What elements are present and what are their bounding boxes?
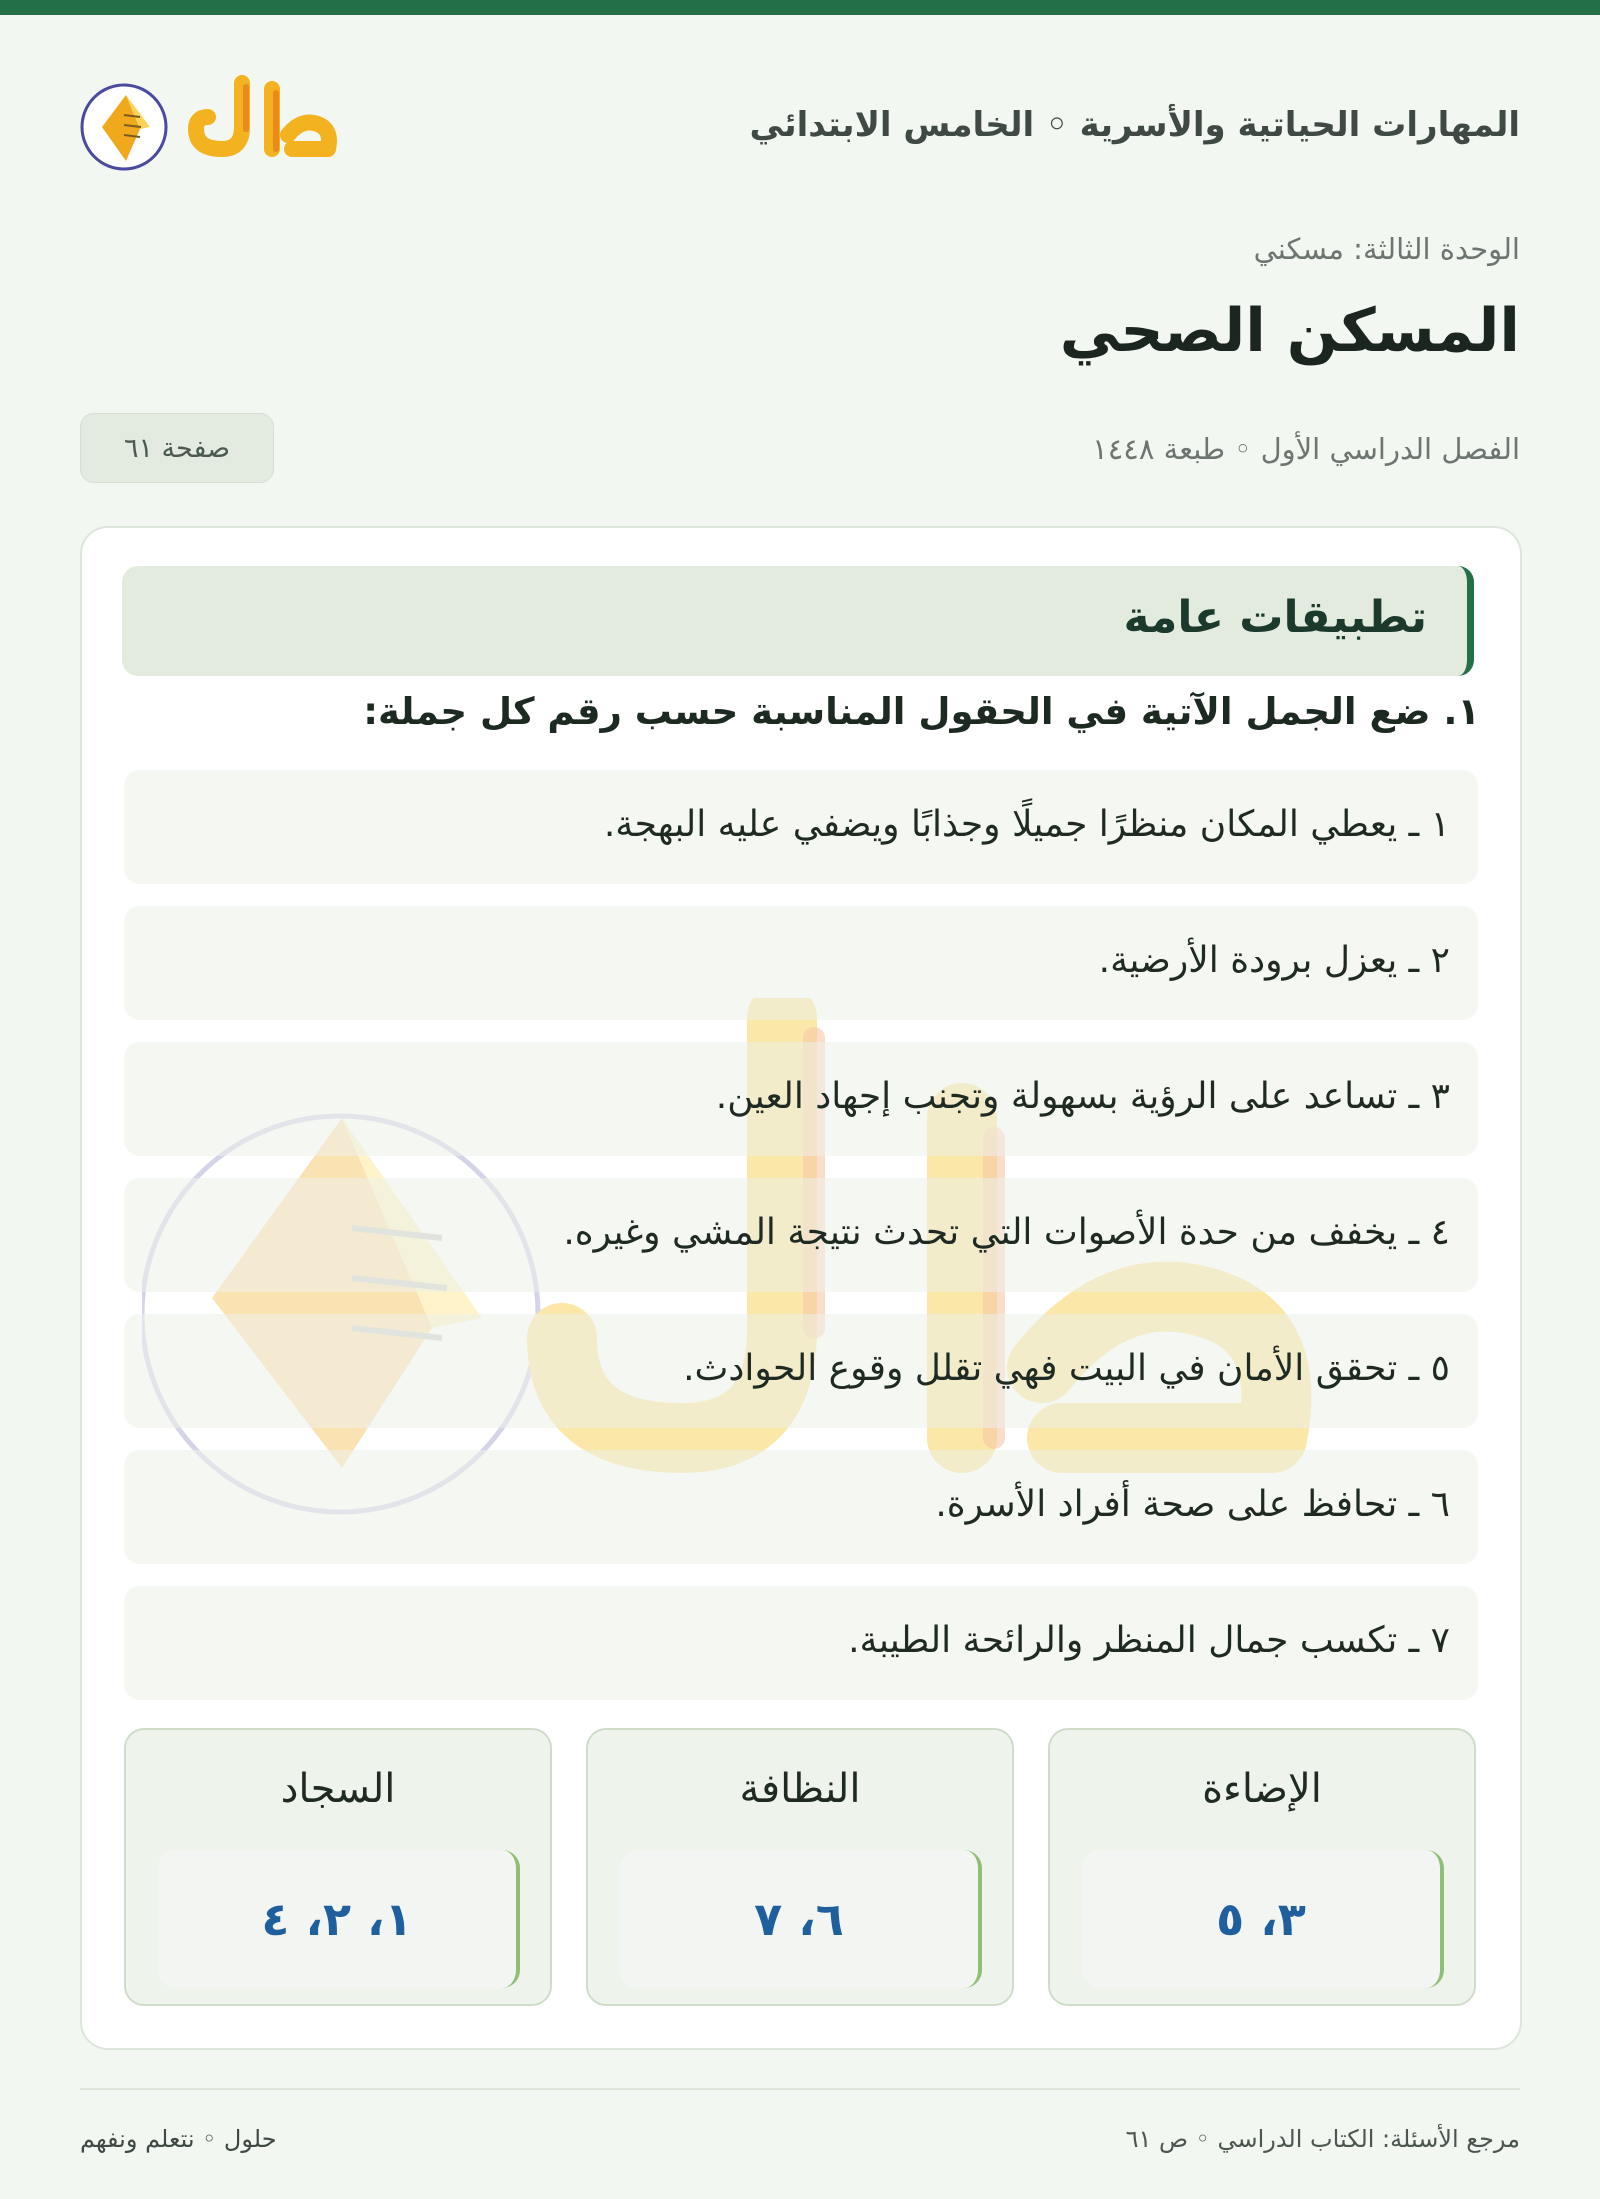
footer-reference: مرجع الأسئلة: الكتاب الدراسي ◦ ص ٦١ (1125, 2125, 1520, 2153)
answer-value: ٦، ٧ (754, 1892, 844, 1946)
exercise-card (80, 526, 1522, 2050)
answer-field[interactable] (158, 1850, 520, 1988)
top-accent-bar (0, 0, 1600, 15)
answer-value: ١، ٢، ٤ (261, 1892, 413, 1946)
statement-text: ٧ ـ تكسب جمال المنظر والرائحة الطيبة. (848, 1620, 1450, 1661)
answer-box-cleanliness (586, 1728, 1014, 2006)
statement-text: ٣ ـ تساعد على الرؤية بسهولة وتجنب إجهاد العين. (715, 1076, 1450, 1117)
statement-text: ١ ـ يعطي المكان منظرًا جميلًا وجذابًا ويضفي عليه البهجة. (603, 804, 1450, 845)
statement-item (124, 770, 1478, 884)
answer-field[interactable] (1082, 1850, 1444, 1988)
book-title: المهارات الحياتية والأسرية ◦ الخامس الابتدائي (749, 105, 1520, 145)
answer-label: السجاد (280, 1766, 396, 1812)
statement-item (124, 1586, 1478, 1700)
page-number-badge: صفحة ٦١ (80, 413, 274, 483)
page-title: المسكن الصحي (1059, 296, 1520, 366)
page-header (80, 65, 1520, 185)
statement-item (124, 1450, 1478, 1564)
statement-item (124, 1042, 1478, 1156)
statement-text: ٤ ـ يخفف من حدة الأصوات التي تحدث نتيجة المشي وغيره. (563, 1212, 1450, 1253)
footer-divider (80, 2088, 1520, 2090)
statement-text: ٢ ـ يعزل برودة الأرضية. (1098, 940, 1450, 981)
statement-text: ٥ ـ تحقق الأمان في البيت فهي تقلل وقوع الحوادث. (683, 1348, 1450, 1389)
answer-box-carpet (124, 1728, 552, 2006)
answer-value: ٣، ٥ (1216, 1892, 1306, 1946)
statement-item (124, 1314, 1478, 1428)
statement-text: ٦ ـ تحافظ على صحة أفراد الأسرة. (935, 1484, 1450, 1525)
section-heading (122, 566, 1474, 676)
edition-label: الفصل الدراسي الأول ◦ طبعة ١٤٤٨ (1092, 432, 1520, 466)
answer-label: الإضاءة (1202, 1766, 1322, 1812)
section-heading-text: تطبيقات عامة (1123, 592, 1427, 643)
hulul-logo[interactable] (80, 65, 370, 185)
answer-label: النظافة (739, 1766, 861, 1812)
footer-brand[interactable]: حلول ◦ نتعلم ونفهم (80, 2125, 277, 2153)
statement-item (124, 906, 1478, 1020)
answer-field[interactable] (620, 1850, 982, 1988)
answer-box-lighting (1048, 1728, 1476, 2006)
unit-label: الوحدة الثالثة: مسكني (1253, 232, 1520, 266)
question-prompt: ١. ضع الجمل الآتية في الحقول المناسبة حسب رقم كل جملة: (363, 690, 1480, 733)
statement-item (124, 1178, 1478, 1292)
